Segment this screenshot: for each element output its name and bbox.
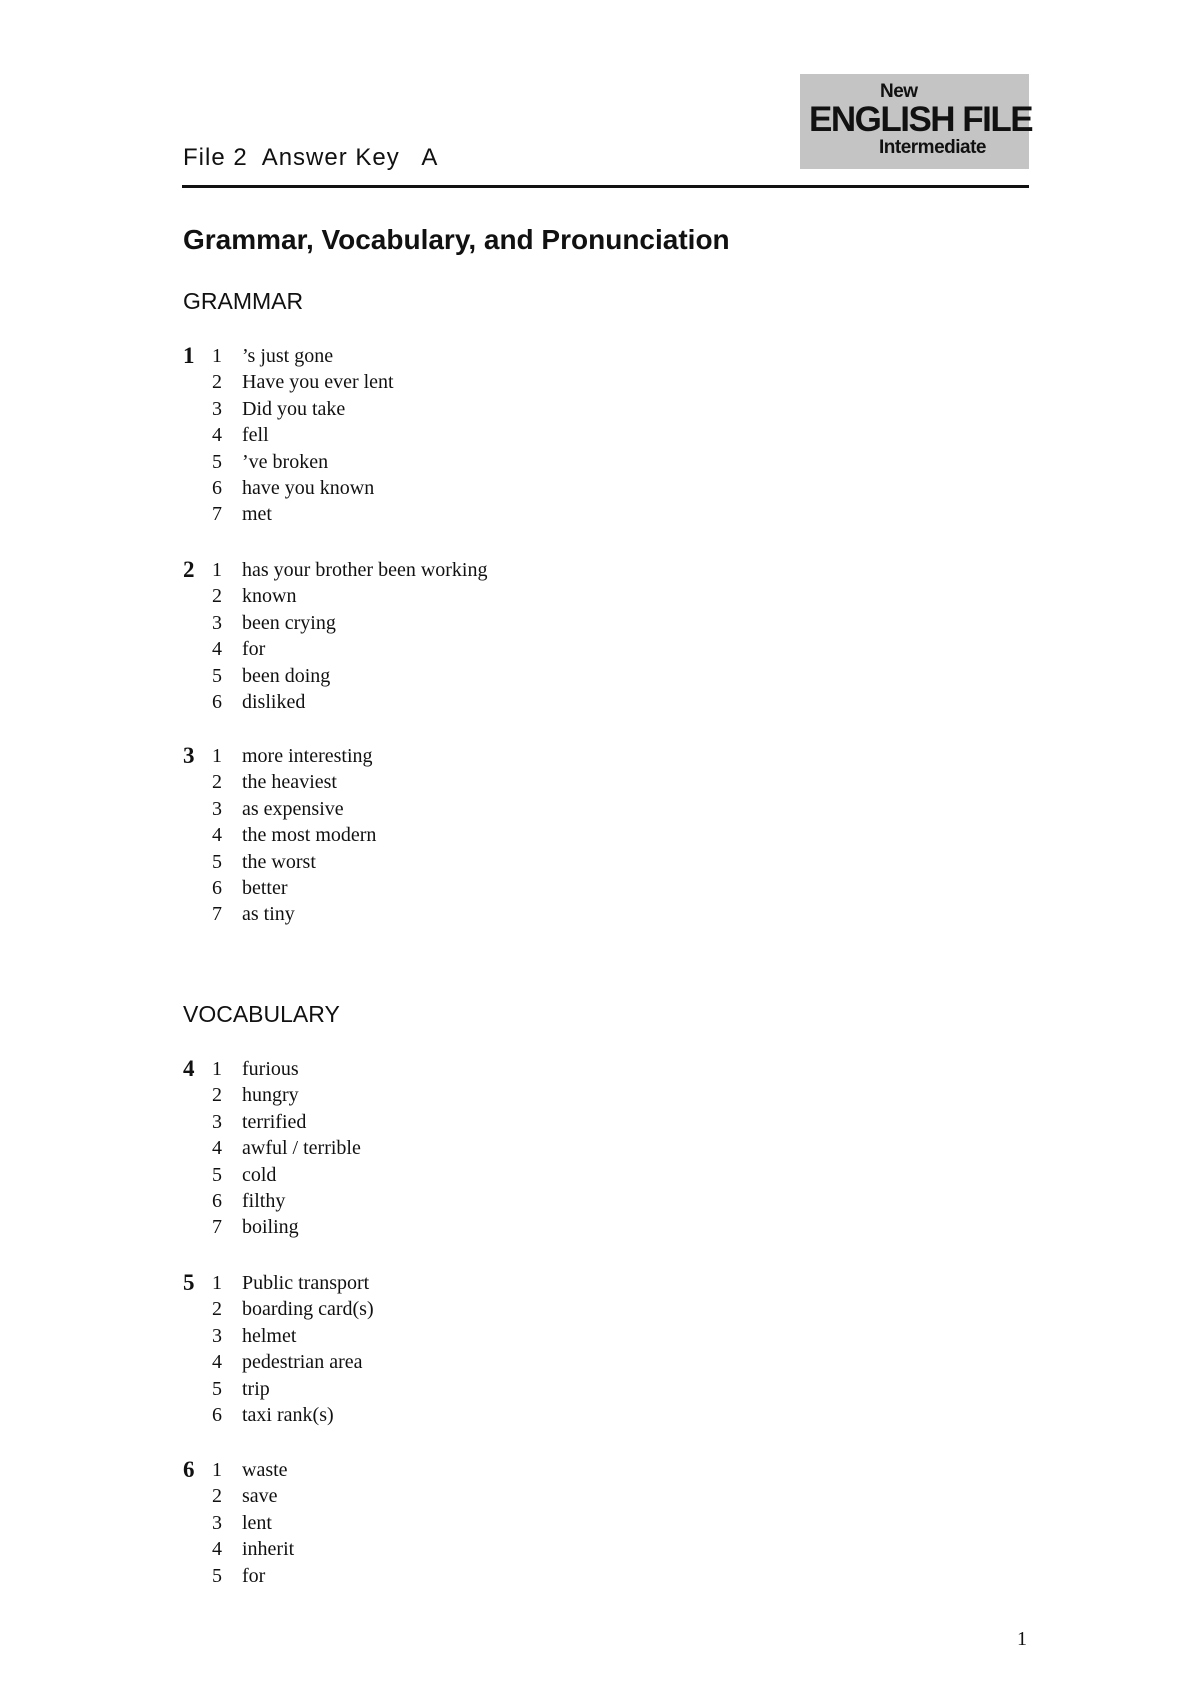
answer-item	[183, 822, 883, 848]
exercise	[183, 1457, 883, 1589]
answer-number: 3	[212, 797, 222, 820]
exercise	[183, 1270, 883, 1428]
exercise-number: 6	[183, 1457, 195, 1482]
answer-item	[183, 689, 883, 715]
answer-text: hungry	[242, 1084, 299, 1107]
answer-item	[183, 1270, 883, 1296]
answer-item	[183, 1214, 883, 1240]
section-heading-grammar: GRAMMAR	[183, 288, 304, 314]
answer-number: 6	[212, 690, 222, 713]
answer-item	[183, 1510, 883, 1536]
answer-item	[183, 1109, 883, 1135]
answer-number: 6	[212, 476, 222, 499]
exercise-number: 1	[183, 343, 195, 368]
answer-text: for	[242, 638, 266, 661]
document-header: File 2 Answer Key A	[183, 144, 439, 171]
answer-number: 2	[212, 585, 222, 608]
answer-number: 1	[212, 1058, 222, 1080]
answer-text: have you known	[242, 476, 375, 499]
answer-text: Did you take	[242, 397, 346, 420]
page-title: Grammar, Vocabulary, and Pronunciation	[183, 224, 730, 255]
answer-item	[183, 663, 883, 689]
answer-item	[183, 769, 883, 795]
answer-number: 1	[212, 559, 222, 581]
answer-text: more interesting	[242, 745, 373, 767]
answer-text: for	[242, 1564, 266, 1587]
answer-number: 2	[212, 771, 222, 794]
answer-item	[183, 583, 883, 609]
answer-text: pedestrian area	[242, 1351, 363, 1374]
answer-text: cold	[242, 1163, 277, 1186]
answer-text: furious	[242, 1058, 299, 1080]
answer-number: 1	[212, 1272, 222, 1294]
answer-text: been crying	[242, 611, 336, 634]
answer-number: 6	[212, 876, 222, 899]
answer-number: 2	[212, 1485, 222, 1508]
logo-line-english-file: ENGLISH FILE	[809, 100, 1033, 139]
answer-number: 1	[212, 745, 222, 767]
answer-number: 3	[212, 1110, 222, 1133]
answer-text: boiling	[242, 1216, 299, 1239]
section-heading-vocabulary: VOCABULARY	[183, 1001, 340, 1027]
answer-text: known	[242, 585, 297, 608]
exercise	[183, 1056, 883, 1241]
logo-line-intermediate: Intermediate	[879, 137, 986, 158]
answer-item	[183, 343, 883, 369]
answer-text: boarding card(s)	[242, 1298, 374, 1321]
answer-item	[183, 422, 883, 448]
answer-item	[183, 1323, 883, 1349]
answer-item	[183, 449, 883, 475]
answer-item	[183, 875, 883, 901]
answer-number: 4	[212, 1137, 222, 1160]
answer-text: better	[242, 876, 288, 899]
logo-line-new: New	[880, 81, 918, 102]
answer-text: lent	[242, 1511, 272, 1534]
answer-text: helmet	[242, 1324, 297, 1347]
answer-item	[183, 1188, 883, 1214]
answer-item	[183, 1563, 883, 1589]
page-number: 1	[1017, 1628, 1027, 1650]
answer-text: taxi rank(s)	[242, 1403, 334, 1426]
answer-item	[183, 636, 883, 662]
answer-number: 3	[212, 1511, 222, 1534]
exercise	[183, 743, 883, 928]
answer-text: save	[242, 1485, 278, 1508]
answer-text: disliked	[242, 690, 306, 713]
answer-text: trip	[242, 1377, 270, 1400]
answer-text: ’s just gone	[242, 345, 334, 367]
exercise	[183, 557, 883, 715]
answer-number: 5	[212, 664, 222, 687]
answer-text: been doing	[242, 664, 331, 687]
answer-text: as expensive	[242, 797, 344, 820]
answer-item	[183, 557, 883, 583]
answer-number: 4	[212, 824, 222, 847]
answer-text: ’ve broken	[242, 450, 329, 473]
answer-number: 2	[212, 1084, 222, 1107]
exercise-number: 2	[183, 557, 195, 582]
answer-item	[183, 1376, 883, 1402]
answer-number: 5	[212, 850, 222, 873]
answer-item	[183, 849, 883, 875]
answer-number: 4	[212, 638, 222, 661]
answer-item	[183, 1082, 883, 1108]
answer-text: has your brother been working	[242, 559, 488, 581]
answer-text: inherit	[242, 1538, 295, 1561]
answer-number: 5	[212, 1163, 222, 1186]
answer-item	[183, 610, 883, 636]
answer-text: Have you ever lent	[242, 371, 394, 394]
answer-item	[183, 1296, 883, 1322]
answer-text: as tiny	[242, 903, 295, 926]
english-file-logo	[800, 74, 1033, 169]
answer-text: the most modern	[242, 824, 377, 847]
header-rule	[182, 185, 1029, 188]
answer-item	[183, 501, 883, 527]
answer-number: 7	[212, 1216, 222, 1239]
exercise	[183, 343, 883, 528]
answer-text: awful / terrible	[242, 1137, 361, 1160]
answer-number: 4	[212, 1351, 222, 1374]
answer-item	[183, 1135, 883, 1161]
answer-text: met	[242, 503, 272, 526]
answer-item	[183, 1402, 883, 1428]
answer-number: 7	[212, 503, 222, 526]
answer-text: waste	[242, 1459, 288, 1481]
answer-number: 4	[212, 424, 222, 447]
answer-text: filthy	[242, 1189, 286, 1212]
answer-number: 6	[212, 1403, 222, 1426]
answer-number: 2	[212, 1298, 222, 1321]
answer-number: 1	[212, 1459, 222, 1481]
answer-item	[183, 1483, 883, 1509]
answer-number: 4	[212, 1538, 222, 1561]
answer-number: 2	[212, 371, 222, 394]
answer-number: 3	[212, 397, 222, 420]
answer-item	[183, 1457, 883, 1483]
answer-number: 6	[212, 1189, 222, 1212]
exercise-number: 4	[183, 1056, 195, 1081]
answer-text: fell	[242, 424, 269, 447]
exercise-number: 5	[183, 1270, 195, 1295]
answer-number: 5	[212, 1377, 222, 1400]
answer-number: 3	[212, 1324, 222, 1347]
answer-item	[183, 369, 883, 395]
answer-item	[183, 475, 883, 501]
answer-item	[183, 901, 883, 927]
answer-text: the heaviest	[242, 771, 337, 794]
answer-text: terrified	[242, 1110, 307, 1133]
answer-item	[183, 1349, 883, 1375]
answer-number: 7	[212, 903, 222, 926]
answer-item	[183, 1536, 883, 1562]
answer-item	[183, 1162, 883, 1188]
answer-number: 5	[212, 450, 222, 473]
exercise-number: 3	[183, 743, 195, 768]
answer-item	[183, 743, 883, 769]
answer-number: 5	[212, 1564, 222, 1587]
answer-number: 1	[212, 345, 222, 367]
answer-item	[183, 1056, 883, 1082]
answer-text: the worst	[242, 850, 316, 873]
answer-item	[183, 796, 883, 822]
answer-number: 3	[212, 611, 222, 634]
answer-text: Public transport	[242, 1272, 370, 1294]
answer-item	[183, 396, 883, 422]
